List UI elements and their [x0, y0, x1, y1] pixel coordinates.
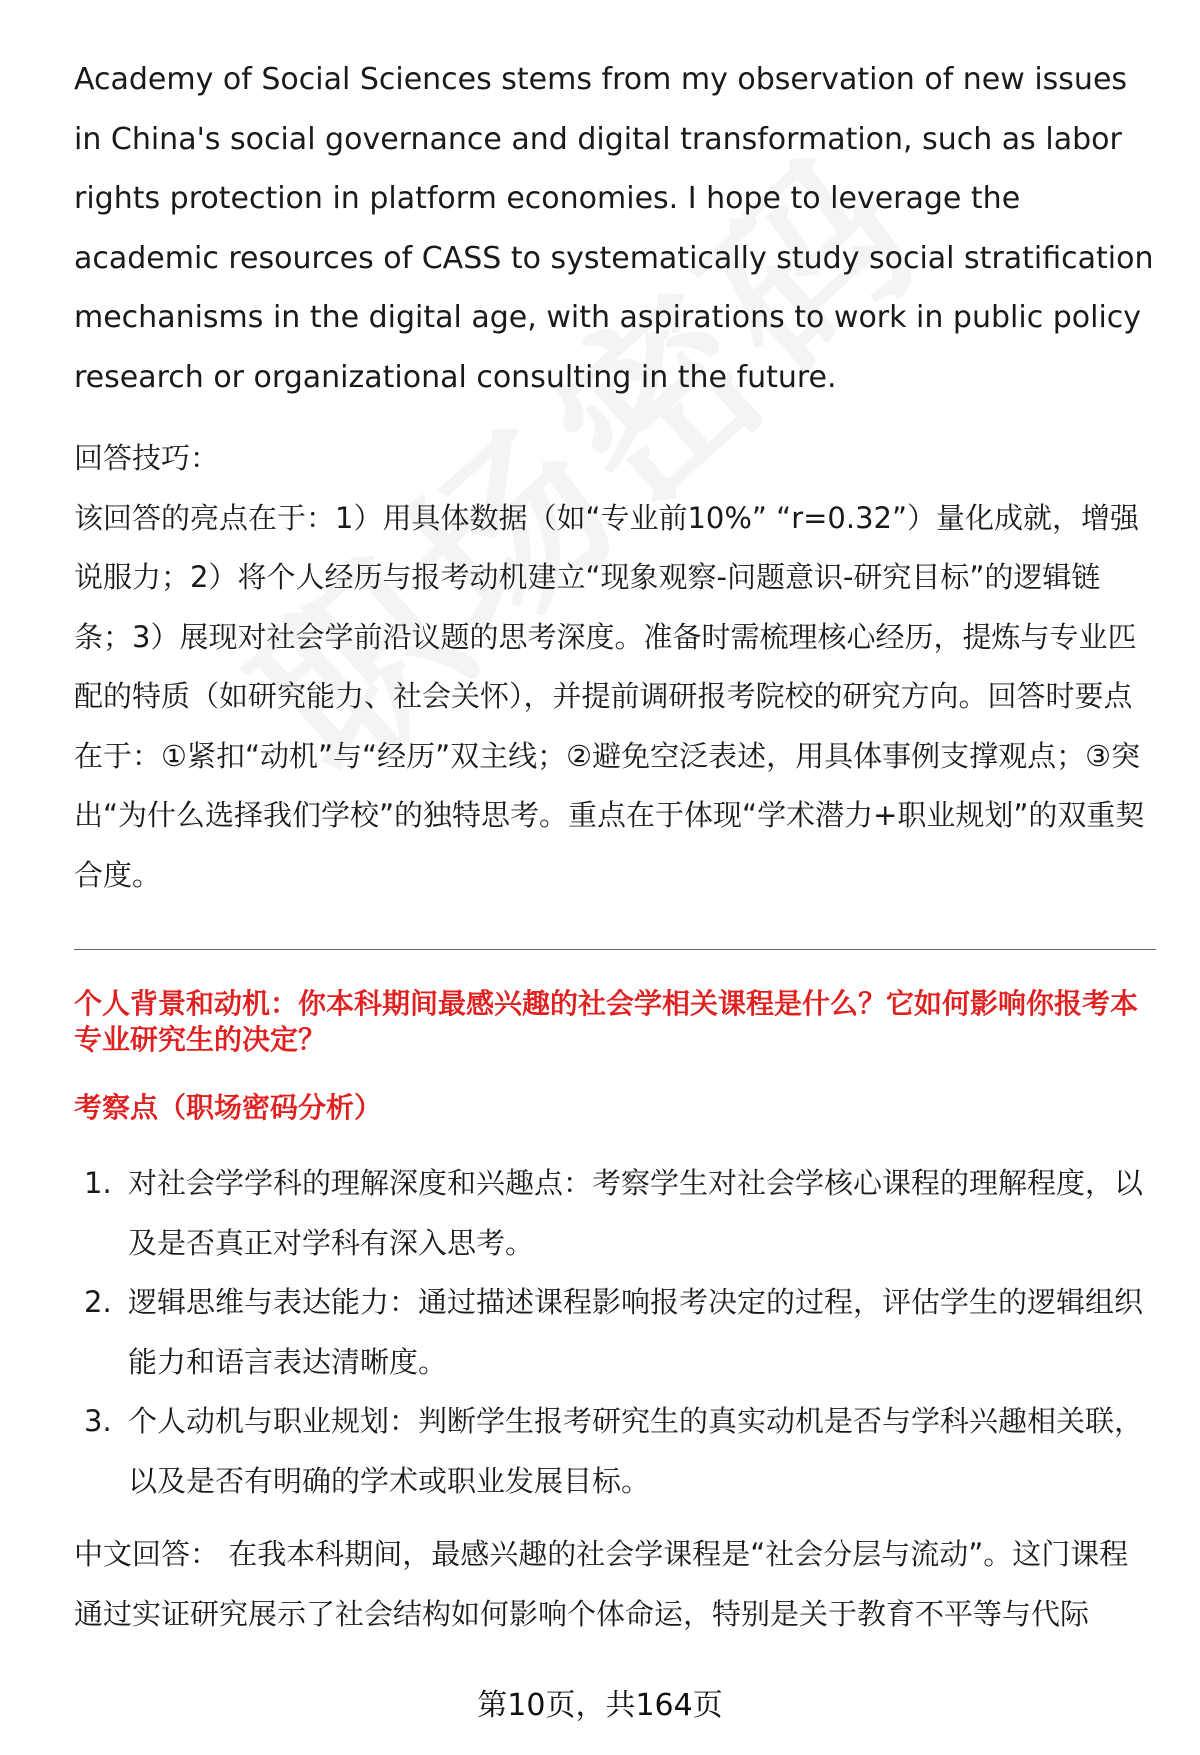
document-page	[74, 50, 1156, 1644]
page-number: 第10页，共164页	[477, 1688, 723, 1723]
tips-heading: 回答技巧：	[74, 441, 220, 475]
list-item-text: 对社会学学科的理解深度和兴趣点：考察学生对社会学核心课程的理解程度，以及是否真正对学科有深入思考。	[128, 1166, 1144, 1260]
assessment-list	[74, 1154, 1156, 1511]
list-item-number: 3.	[84, 1404, 112, 1438]
question-heading: 个人背景和动机：你本科期间最感兴趣的社会学相关课程是什么？它如何影响你报考本专业研究生的决定？	[74, 987, 1139, 1056]
assessment-heading: 考察点（职场密码分析）	[74, 1091, 383, 1124]
section-divider	[74, 949, 1156, 950]
list-item-text: 逻辑思维与表达能力：通过描述课程影响报考决定的过程，评估学生的逻辑组织能力和语言表达清晰度。	[128, 1285, 1144, 1379]
intro-paragraph: Academy of Social Sciences stems from my observation of new issues in China's social governance and digital transformation, such as labor rights protection in platform economies. I hope to leverage the academic resources of CASS to systematically study social stratification mechanisms in the digital age, with aspirations to work in public policy research or organizational consulting in the future.	[74, 62, 1154, 395]
list-item-text: 个人动机与职业规划：判断学生报考研究生的真实动机是否与学科兴趣相关联，以及是否有明确的学术或职业发展目标。	[128, 1404, 1144, 1498]
chinese-answer: 中文回答： 在我本科期间，最感兴趣的社会学课程是“社会分层与流动”。这门课程通过实证研究展示了社会结构如何影响个体命运，特别是关于教育不平等与代际	[74, 1537, 1129, 1631]
list-item	[74, 1154, 1156, 1273]
list-item	[74, 1273, 1156, 1392]
tips-body: 该回答的亮点在于：1）用具体数据（如“专业前10%” “r=0.32”）量化成就，增强说服力；2）将个人经历与报考动机建立“现象观察-问题意识-研究目标”的逻辑链条；3）展现对社会学前沿议题的思考深度。准备时需梳理核心经历，提炼与专业匹配的特质（如研究能力、社会关怀），并提前调研报考院校的研究方向。回答时要点在于：①紧扣“动机”与“经历”双主线；②避免空泛表述，用具体事例支撑观点；③突出“为什么选择我们学校”的独特思考。重点在于体现“学术潜力+职业规划”的双重契合度。	[74, 500, 1145, 892]
list-item-number: 1.	[84, 1166, 112, 1200]
list-item	[74, 1392, 1156, 1511]
list-item-number: 2.	[84, 1285, 112, 1319]
